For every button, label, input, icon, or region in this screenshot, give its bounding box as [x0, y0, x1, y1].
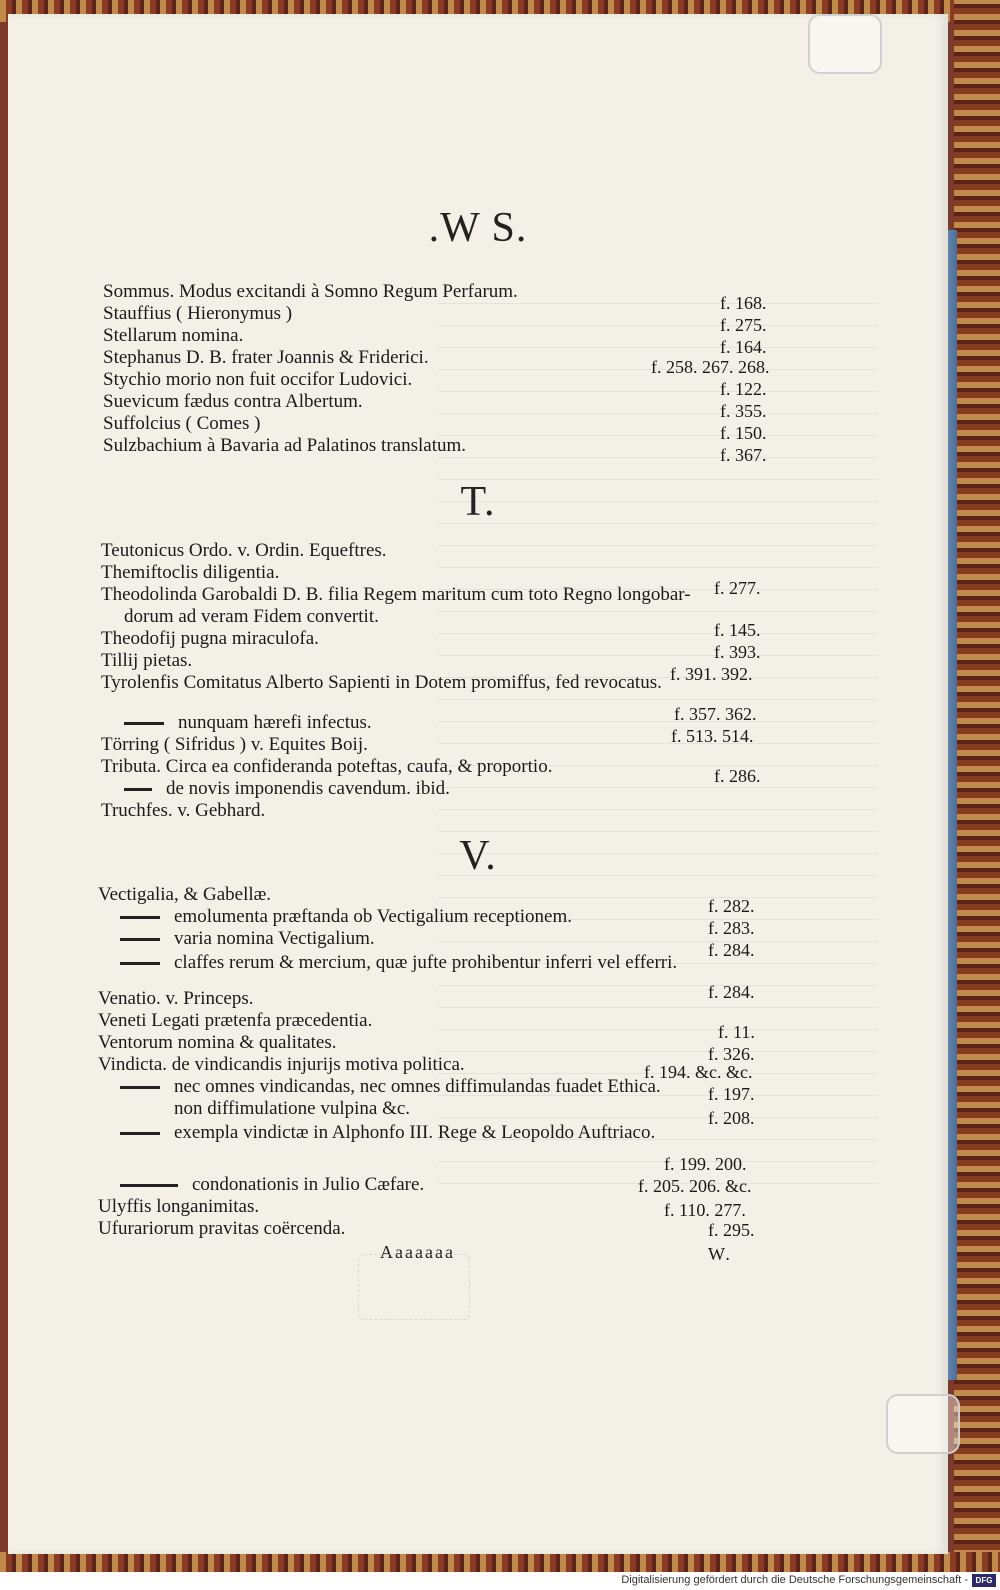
section-letter-v: V. [459, 833, 497, 879]
index-ref: f. 391. 392. [670, 664, 753, 684]
index-entry: Sommus. Modus excitandi à Somno Regum Perfarum. [103, 281, 518, 302]
index-entry: dorum ad veram Fidem convertit. [124, 606, 379, 627]
index-ref: f. 205. 206. &c. [638, 1176, 752, 1196]
index-entry-text: emolumenta præftanda ob Vectigalium receptionem. [174, 906, 572, 927]
index-entry: Tillij pietas. [101, 650, 193, 671]
index-entry: Ulyffis longanimitas. [98, 1196, 260, 1217]
continuation-dash [120, 1184, 178, 1187]
index-ref: f. 326. [708, 1044, 755, 1064]
index-entry: Törring ( Sifridus ) v. Equites Boij. [101, 734, 368, 755]
index-ref: f. 258. 267. 268. [651, 357, 770, 377]
index-entry-text: condonationis in Julio Cæfare. [192, 1174, 425, 1195]
index-entry: Vindicta. de vindicandis injurijs motiva politica. [98, 1054, 465, 1075]
continuation-dash [120, 916, 160, 919]
index-entry: Theodofij pugna miraculofa. [101, 628, 319, 649]
continuation-dash [120, 962, 160, 965]
index-ref: f. 282. [708, 896, 755, 916]
index-entry: Teutonicus Ordo. v. Ordin. Equeftres. [101, 540, 387, 561]
index-ref: f. 286. [714, 766, 761, 786]
footer-credit: Digitalisierung gefördert durch die Deutsche Forschungsgemeinschaft - [621, 1574, 968, 1586]
index-ref: f. 357. 362. [674, 704, 757, 724]
index-entry: Theodolinda Garobaldi D. B. filia Regem maritum cum toto Regno longobar- [101, 584, 691, 605]
index-entry: Stychio morio non fuit occifor Ludovici. [103, 369, 413, 390]
index-ref: f. 110. 277. [664, 1200, 746, 1220]
continuation-dash [120, 1132, 160, 1135]
index-entry: Venatio. v. Princeps. [98, 988, 254, 1009]
index-entry-continued [120, 1122, 655, 1144]
continuation-dash [120, 938, 160, 941]
index-ref: f. 277. [714, 578, 761, 598]
index-ref: f. 145. [714, 620, 761, 640]
index-entry: Ventorum nomina & qualitates. [98, 1032, 337, 1053]
index-ref: f. 11. [718, 1022, 755, 1042]
index-entry: Sulzbachium à Bavaria ad Palatinos translatum. [103, 435, 467, 456]
index-entry-continued [120, 906, 572, 928]
continuation-dash [120, 1086, 160, 1089]
index-entry-text: nunquam hærefi infectus. [178, 712, 372, 733]
index-entry-text: exempla vindictæ in Alphonfo III. Rege & Leopoldo Auftriaco. [174, 1122, 656, 1143]
index-entry: Tyrolenfis Comitatus Alberto Sapienti in Dotem promiffus, fed revocatus. [101, 672, 662, 693]
index-entry: Ufurariorum pravitas coërcenda. [98, 1218, 346, 1239]
index-ref: f. 197. [708, 1084, 755, 1104]
index-ref: f. 393. [714, 642, 761, 662]
index-ref: f. 194. &c. &c. [644, 1062, 753, 1082]
index-ref: f. 122. [720, 379, 767, 399]
continuation-dash [124, 788, 152, 791]
scan-tab-bottom [886, 1394, 960, 1454]
index-entry: Vectigalia, & Gabellæ. [98, 884, 272, 905]
index-entry-text: de novis imponendis cavendum. ibid. [166, 778, 450, 799]
index-entry: Suevicum fædus contra Albertum. [103, 391, 363, 412]
index-entry: non diffimulatione vulpina &c. [174, 1098, 411, 1119]
index-ref: f. 150. [720, 423, 767, 443]
index-entry: Veneti Legati prætenfa præcedentia. [98, 1010, 373, 1031]
index-entry-continued [120, 1076, 661, 1098]
section-letter-t: T. [460, 479, 496, 525]
index-ref: f. 355. [720, 401, 767, 421]
index-ref: f. 295. [708, 1220, 755, 1240]
index-ref: f. 168. [720, 293, 767, 313]
index-ref: f. 275. [720, 315, 767, 335]
section-letter-s: .W S. [428, 205, 528, 251]
index-entry: Themiftoclis diligentia. [101, 562, 280, 583]
index-entry-text: nec omnes vindicandas, nec omnes diffimulandas fuadet Ethica. [174, 1076, 661, 1097]
index-entry: Tributa. Circa ea confideranda poteftas, caufa, & proportio. [101, 756, 553, 777]
index-entry: Stauffius ( Hieronymus ) [103, 303, 293, 324]
digitization-footer [0, 1572, 1000, 1590]
catchword-signature: Aaaaaaa [380, 1242, 455, 1262]
index-ref: f. 513. 514. [671, 726, 754, 746]
catchword-next: W. [708, 1244, 732, 1264]
index-ref: f. 208. [708, 1108, 755, 1128]
scanned-page [8, 14, 948, 1554]
index-entry-continued [120, 928, 375, 950]
index-entry-continued [124, 712, 372, 734]
book-edge-right [954, 0, 1000, 1572]
library-stamp [358, 1254, 470, 1320]
scan-tab-top [808, 14, 882, 74]
index-ref: f. 367. [720, 445, 767, 465]
index-entry-text: claffes rerum & mercium, quæ jufte prohibentur inferri vel efferri. [174, 952, 678, 973]
index-ref: f. 164. [720, 337, 767, 357]
show-through [438, 284, 878, 1184]
index-entry: Truchfes. v. Gebhard. [101, 800, 266, 821]
book-edge-bottom [0, 1552, 1000, 1572]
index-entry-continued [120, 952, 677, 974]
index-entry-continued [120, 1174, 424, 1196]
index-entry: Stephanus D. B. frater Joannis & Friderici. [103, 347, 429, 368]
index-ref: f. 283. [708, 918, 755, 938]
index-ref: f. 284. [708, 982, 755, 1002]
index-entry-continued [124, 778, 450, 800]
continuation-dash [124, 722, 164, 725]
index-ref: f. 199. 200. [664, 1154, 747, 1174]
index-entry: Stellarum nomina. [103, 325, 244, 346]
index-ref: f. 284. [708, 940, 755, 960]
dfg-logo: DFG [972, 1574, 996, 1587]
index-entry: Suffolcius ( Comes ) [103, 413, 261, 434]
index-entry-text: varia nomina Vectigalium. [174, 928, 375, 949]
